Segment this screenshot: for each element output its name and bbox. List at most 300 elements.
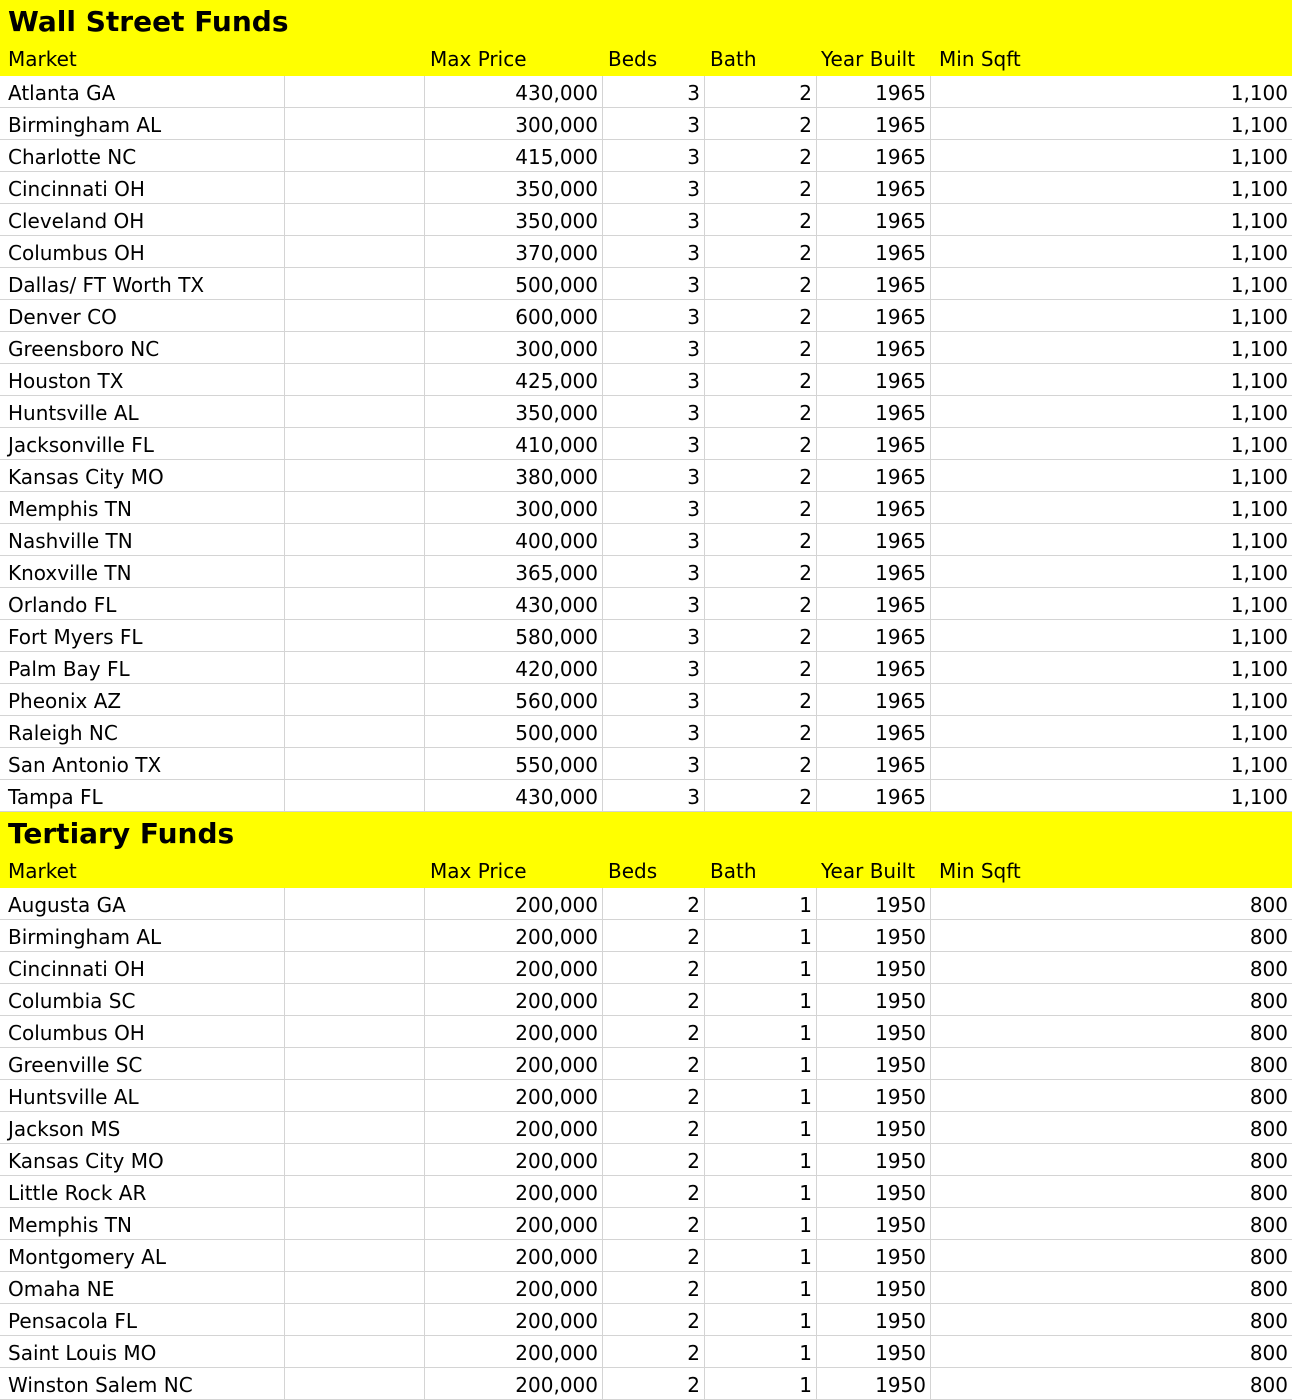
cell-min-sqft[interactable]: 800 bbox=[1249, 1021, 1288, 1045]
cell-year-built[interactable]: 1950 bbox=[817, 1176, 931, 1207]
header-max-price[interactable]: Max Price bbox=[430, 47, 527, 71]
cell-blank[interactable] bbox=[285, 396, 425, 427]
cell-market[interactable]: Augusta GA bbox=[0, 888, 285, 919]
cell-beds[interactable]: 3 bbox=[603, 748, 705, 779]
cell-beds[interactable]: 3 bbox=[603, 492, 705, 523]
cell-blank[interactable] bbox=[285, 1112, 425, 1143]
cell-blank[interactable] bbox=[285, 1240, 425, 1271]
cell-max-price[interactable]: 200,000 bbox=[425, 1176, 603, 1207]
cell-market[interactable]: Greenville SC bbox=[0, 1048, 285, 1079]
cell-year-built[interactable]: 1965 bbox=[817, 364, 931, 395]
cell-min-sqft[interactable]: 1,100 bbox=[1230, 273, 1288, 297]
cell-min-sqft[interactable]: 800 bbox=[1249, 1149, 1288, 1173]
cell-bath[interactable]: 2 bbox=[705, 236, 817, 267]
cell-year-built[interactable]: 1950 bbox=[817, 984, 931, 1015]
cell-bath[interactable]: 2 bbox=[705, 780, 817, 811]
cell-max-price[interactable]: 500,000 bbox=[425, 716, 603, 747]
cell-max-price[interactable]: 550,000 bbox=[425, 748, 603, 779]
cell-market[interactable]: Fort Myers FL bbox=[0, 620, 285, 651]
cell-bath[interactable]: 1 bbox=[705, 888, 817, 919]
cell-blank[interactable] bbox=[285, 556, 425, 587]
cell-min-sqft[interactable]: 1,100 bbox=[1230, 145, 1288, 169]
header-max-price[interactable]: Max Price bbox=[430, 859, 527, 883]
cell-max-price[interactable]: 430,000 bbox=[425, 588, 603, 619]
cell-bath[interactable]: 1 bbox=[705, 1368, 817, 1399]
cell-min-sqft[interactable]: 1,100 bbox=[1230, 657, 1288, 681]
cell-min-sqft[interactable]: 1,100 bbox=[1230, 241, 1288, 265]
cell-max-price[interactable]: 350,000 bbox=[425, 172, 603, 203]
cell-bath[interactable]: 2 bbox=[705, 140, 817, 171]
cell-year-built[interactable]: 1950 bbox=[817, 1304, 931, 1335]
cell-max-price[interactable]: 425,000 bbox=[425, 364, 603, 395]
cell-market[interactable]: Columbus OH bbox=[0, 1016, 285, 1047]
cell-min-sqft[interactable]: 800 bbox=[1249, 1117, 1288, 1141]
cell-max-price[interactable]: 400,000 bbox=[425, 524, 603, 555]
table-row bbox=[0, 1176, 1292, 1208]
cell-min-sqft[interactable]: 1,100 bbox=[1230, 401, 1288, 425]
cell-bath[interactable]: 2 bbox=[705, 300, 817, 331]
cell-min-sqft[interactable]: 800 bbox=[1249, 1309, 1288, 1333]
header-min-sqft[interactable]: Min Sqft bbox=[939, 859, 1021, 883]
cell-beds[interactable]: 3 bbox=[603, 108, 705, 139]
cell-year-built[interactable]: 1950 bbox=[817, 1144, 931, 1175]
cell-year-built[interactable]: 1950 bbox=[817, 1272, 931, 1303]
cell-min-sqft[interactable]: 1,100 bbox=[1230, 305, 1288, 329]
cell-beds[interactable]: 2 bbox=[603, 952, 705, 983]
header-row bbox=[0, 856, 1292, 888]
cell-max-price[interactable]: 430,000 bbox=[425, 76, 603, 107]
table-row bbox=[0, 588, 1292, 620]
cell-blank[interactable] bbox=[285, 1144, 425, 1175]
cell-year-built[interactable]: 1950 bbox=[817, 1112, 931, 1143]
cell-blank[interactable] bbox=[285, 460, 425, 491]
cell-max-price[interactable]: 200,000 bbox=[425, 1112, 603, 1143]
cell-blank[interactable] bbox=[285, 620, 425, 651]
cell-bath[interactable]: 2 bbox=[705, 524, 817, 555]
cell-blank[interactable] bbox=[285, 268, 425, 299]
cell-blank[interactable] bbox=[285, 524, 425, 555]
cell-bath[interactable]: 1 bbox=[705, 1048, 817, 1079]
cell-market[interactable]: Birmingham AL bbox=[0, 920, 285, 951]
cell-market[interactable]: Little Rock AR bbox=[0, 1176, 285, 1207]
cell-year-built[interactable]: 1965 bbox=[817, 460, 931, 491]
cell-market[interactable]: Dallas/ FT Worth TX bbox=[0, 268, 285, 299]
table-row bbox=[0, 780, 1292, 812]
cell-beds[interactable]: 3 bbox=[603, 620, 705, 651]
cell-bath[interactable]: 2 bbox=[705, 396, 817, 427]
cell-beds[interactable]: 2 bbox=[603, 1016, 705, 1047]
cell-min-sqft[interactable]: 1,100 bbox=[1230, 625, 1288, 649]
cell-bath[interactable]: 1 bbox=[705, 1080, 817, 1111]
cell-year-built[interactable]: 1950 bbox=[817, 1208, 931, 1239]
cell-bath[interactable]: 1 bbox=[705, 920, 817, 951]
cell-market[interactable]: Kansas City MO bbox=[0, 1144, 285, 1175]
cell-bath[interactable]: 1 bbox=[705, 1336, 817, 1367]
cell-max-price[interactable]: 200,000 bbox=[425, 1048, 603, 1079]
cell-max-price[interactable]: 500,000 bbox=[425, 268, 603, 299]
cell-year-built[interactable]: 1965 bbox=[817, 140, 931, 171]
cell-bath[interactable]: 2 bbox=[705, 588, 817, 619]
section-1 bbox=[0, 812, 1292, 1400]
cell-market[interactable]: Denver CO bbox=[0, 300, 285, 331]
cell-market[interactable]: Huntsville AL bbox=[0, 1080, 285, 1111]
cell-max-price[interactable]: 370,000 bbox=[425, 236, 603, 267]
cell-year-built[interactable]: 1965 bbox=[817, 748, 931, 779]
cell-bath[interactable]: 2 bbox=[705, 492, 817, 523]
cell-min-sqft[interactable]: 1,100 bbox=[1230, 497, 1288, 521]
cell-max-price[interactable]: 410,000 bbox=[425, 428, 603, 459]
cell-beds[interactable]: 2 bbox=[603, 1080, 705, 1111]
cell-year-built[interactable]: 1965 bbox=[817, 716, 931, 747]
cell-blank[interactable] bbox=[285, 1176, 425, 1207]
cell-min-sqft[interactable]: 800 bbox=[1249, 1053, 1288, 1077]
cell-max-price[interactable]: 200,000 bbox=[425, 1208, 603, 1239]
cell-market[interactable]: Kansas City MO bbox=[0, 460, 285, 491]
cell-bath[interactable]: 1 bbox=[705, 1272, 817, 1303]
cell-min-sqft[interactable]: 1,100 bbox=[1230, 337, 1288, 361]
cell-max-price[interactable]: 350,000 bbox=[425, 204, 603, 235]
cell-min-sqft[interactable]: 800 bbox=[1249, 1373, 1288, 1397]
cell-year-built[interactable]: 1965 bbox=[817, 588, 931, 619]
cell-bath[interactable]: 2 bbox=[705, 332, 817, 363]
cell-max-price[interactable]: 300,000 bbox=[425, 332, 603, 363]
header-blank[interactable] bbox=[285, 856, 425, 887]
cell-max-price[interactable]: 560,000 bbox=[425, 684, 603, 715]
cell-bath[interactable]: 2 bbox=[705, 556, 817, 587]
cell-year-built[interactable]: 1965 bbox=[817, 204, 931, 235]
cell-beds[interactable]: 2 bbox=[603, 888, 705, 919]
cell-blank[interactable] bbox=[285, 172, 425, 203]
cell-year-built[interactable]: 1965 bbox=[817, 172, 931, 203]
cell-market[interactable]: Birmingham AL bbox=[0, 108, 285, 139]
cell-max-price[interactable]: 365,000 bbox=[425, 556, 603, 587]
cell-min-sqft[interactable]: 1,100 bbox=[1230, 209, 1288, 233]
cell-market[interactable]: Cincinnati OH bbox=[0, 952, 285, 983]
cell-market[interactable]: Memphis TN bbox=[0, 492, 285, 523]
cell-bath[interactable]: 1 bbox=[705, 1304, 817, 1335]
cell-year-built[interactable]: 1965 bbox=[817, 780, 931, 811]
cell-max-price[interactable]: 200,000 bbox=[425, 984, 603, 1015]
cell-beds[interactable]: 3 bbox=[603, 268, 705, 299]
cell-blank[interactable] bbox=[285, 300, 425, 331]
table-row bbox=[0, 364, 1292, 396]
cell-year-built[interactable]: 1965 bbox=[817, 268, 931, 299]
cell-market[interactable]: Tampa FL bbox=[0, 780, 285, 811]
cell-bath[interactable]: 1 bbox=[705, 1112, 817, 1143]
table-row bbox=[0, 652, 1292, 684]
cell-max-price[interactable]: 200,000 bbox=[425, 1272, 603, 1303]
cell-beds[interactable]: 2 bbox=[603, 1208, 705, 1239]
cell-max-price[interactable]: 420,000 bbox=[425, 652, 603, 683]
cell-min-sqft[interactable]: 800 bbox=[1249, 1341, 1288, 1365]
cell-min-sqft[interactable]: 1,100 bbox=[1230, 369, 1288, 393]
table-row bbox=[0, 1368, 1292, 1400]
cell-beds[interactable]: 3 bbox=[603, 460, 705, 491]
cell-year-built[interactable]: 1950 bbox=[817, 920, 931, 951]
cell-max-price[interactable]: 430,000 bbox=[425, 780, 603, 811]
cell-max-price[interactable]: 200,000 bbox=[425, 952, 603, 983]
cell-blank[interactable] bbox=[285, 780, 425, 811]
cell-min-sqft[interactable]: 800 bbox=[1249, 1245, 1288, 1269]
cell-year-built[interactable]: 1950 bbox=[817, 1016, 931, 1047]
cell-market[interactable]: Columbus OH bbox=[0, 236, 285, 267]
cell-max-price[interactable]: 200,000 bbox=[425, 920, 603, 951]
cell-beds[interactable]: 3 bbox=[603, 300, 705, 331]
cell-blank[interactable] bbox=[285, 140, 425, 171]
cell-bath[interactable]: 2 bbox=[705, 460, 817, 491]
cell-min-sqft[interactable]: 800 bbox=[1249, 1277, 1288, 1301]
cell-bath[interactable]: 2 bbox=[705, 108, 817, 139]
cell-market[interactable]: Jacksonville FL bbox=[0, 428, 285, 459]
cell-bath[interactable]: 1 bbox=[705, 1016, 817, 1047]
cell-max-price[interactable]: 380,000 bbox=[425, 460, 603, 491]
cell-market[interactable]: Houston TX bbox=[0, 364, 285, 395]
cell-min-sqft[interactable]: 1,100 bbox=[1230, 593, 1288, 617]
cell-max-price[interactable]: 200,000 bbox=[425, 1240, 603, 1271]
cell-market[interactable]: Cincinnati OH bbox=[0, 172, 285, 203]
cell-max-price[interactable]: 200,000 bbox=[425, 1336, 603, 1367]
cell-min-sqft[interactable]: 1,100 bbox=[1230, 177, 1288, 201]
cell-market[interactable]: Montgomery AL bbox=[0, 1240, 285, 1271]
table-row bbox=[0, 684, 1292, 716]
cell-bath[interactable]: 2 bbox=[705, 172, 817, 203]
cell-max-price[interactable]: 580,000 bbox=[425, 620, 603, 651]
cell-year-built[interactable]: 1950 bbox=[817, 1080, 931, 1111]
cell-beds[interactable]: 2 bbox=[603, 1336, 705, 1367]
header-year-built[interactable]: Year Built bbox=[821, 47, 916, 71]
cell-year-built[interactable]: 1965 bbox=[817, 556, 931, 587]
cell-blank[interactable] bbox=[285, 684, 425, 715]
cell-blank[interactable] bbox=[285, 748, 425, 779]
cell-bath[interactable]: 2 bbox=[705, 652, 817, 683]
cell-year-built[interactable]: 1950 bbox=[817, 1048, 931, 1079]
cell-min-sqft[interactable]: 1,100 bbox=[1230, 753, 1288, 777]
header-bath[interactable]: Bath bbox=[710, 859, 757, 883]
cell-market[interactable]: Atlanta GA bbox=[0, 76, 285, 107]
cell-bath[interactable]: 2 bbox=[705, 76, 817, 107]
cell-market[interactable]: Orlando FL bbox=[0, 588, 285, 619]
cell-beds[interactable]: 3 bbox=[603, 332, 705, 363]
cell-bath[interactable]: 2 bbox=[705, 684, 817, 715]
cell-min-sqft[interactable]: 800 bbox=[1249, 1181, 1288, 1205]
cell-beds[interactable]: 3 bbox=[603, 716, 705, 747]
cell-market[interactable]: Knoxville TN bbox=[0, 556, 285, 587]
cell-bath[interactable]: 1 bbox=[705, 952, 817, 983]
header-market[interactable]: Market bbox=[8, 47, 77, 71]
cell-blank[interactable] bbox=[285, 492, 425, 523]
cell-bath[interactable]: 2 bbox=[705, 364, 817, 395]
cell-blank[interactable] bbox=[285, 1080, 425, 1111]
cell-max-price[interactable]: 350,000 bbox=[425, 396, 603, 427]
cell-beds[interactable]: 3 bbox=[603, 204, 705, 235]
cell-max-price[interactable]: 300,000 bbox=[425, 492, 603, 523]
cell-blank[interactable] bbox=[285, 428, 425, 459]
cell-blank[interactable] bbox=[285, 76, 425, 107]
section-title[interactable]: Wall Street Funds bbox=[8, 5, 289, 38]
cell-beds[interactable]: 2 bbox=[603, 1112, 705, 1143]
cell-beds[interactable]: 3 bbox=[603, 140, 705, 171]
cell-blank[interactable] bbox=[285, 952, 425, 983]
cell-beds[interactable]: 3 bbox=[603, 524, 705, 555]
cell-market[interactable]: Saint Louis MO bbox=[0, 1336, 285, 1367]
cell-min-sqft[interactable]: 800 bbox=[1249, 925, 1288, 949]
cell-year-built[interactable]: 1965 bbox=[817, 332, 931, 363]
cell-market[interactable]: Raleigh NC bbox=[0, 716, 285, 747]
cell-beds[interactable]: 2 bbox=[603, 920, 705, 951]
cell-min-sqft[interactable]: 1,100 bbox=[1230, 561, 1288, 585]
cell-market[interactable]: Cleveland OH bbox=[0, 204, 285, 235]
cell-year-built[interactable]: 1950 bbox=[817, 952, 931, 983]
cell-max-price[interactable]: 200,000 bbox=[425, 1080, 603, 1111]
cell-year-built[interactable]: 1950 bbox=[817, 888, 931, 919]
cell-beds[interactable]: 3 bbox=[603, 684, 705, 715]
cell-market[interactable]: Palm Bay FL bbox=[0, 652, 285, 683]
header-min-sqft[interactable]: Min Sqft bbox=[939, 47, 1021, 71]
cell-max-price[interactable]: 200,000 bbox=[425, 1144, 603, 1175]
cell-blank[interactable] bbox=[285, 1208, 425, 1239]
cell-year-built[interactable]: 1965 bbox=[817, 428, 931, 459]
cell-market[interactable]: Omaha NE bbox=[0, 1272, 285, 1303]
cell-market[interactable]: San Antonio TX bbox=[0, 748, 285, 779]
cell-market[interactable]: Memphis TN bbox=[0, 1208, 285, 1239]
cell-market[interactable]: Pheonix AZ bbox=[0, 684, 285, 715]
cell-year-built[interactable]: 1965 bbox=[817, 620, 931, 651]
cell-market[interactable]: Winston Salem NC bbox=[0, 1368, 285, 1399]
header-blank[interactable] bbox=[285, 44, 425, 75]
cell-beds[interactable]: 2 bbox=[603, 984, 705, 1015]
cell-beds[interactable]: 3 bbox=[603, 236, 705, 267]
cell-market[interactable]: Nashville TN bbox=[0, 524, 285, 555]
cell-blank[interactable] bbox=[285, 108, 425, 139]
cell-beds[interactable]: 2 bbox=[603, 1304, 705, 1335]
cell-bath[interactable]: 2 bbox=[705, 620, 817, 651]
cell-beds[interactable]: 2 bbox=[603, 1176, 705, 1207]
cell-year-built[interactable]: 1965 bbox=[817, 300, 931, 331]
cell-blank[interactable] bbox=[285, 716, 425, 747]
table-row bbox=[0, 268, 1292, 300]
cell-blank[interactable] bbox=[285, 364, 425, 395]
cell-blank[interactable] bbox=[285, 1368, 425, 1399]
table-row bbox=[0, 460, 1292, 492]
cell-beds[interactable]: 2 bbox=[603, 1272, 705, 1303]
cell-blank[interactable] bbox=[285, 652, 425, 683]
cell-year-built[interactable]: 1965 bbox=[817, 76, 931, 107]
cell-beds[interactable]: 3 bbox=[603, 76, 705, 107]
cell-max-price[interactable]: 200,000 bbox=[425, 1016, 603, 1047]
header-market[interactable]: Market bbox=[8, 859, 77, 883]
cell-max-price[interactable]: 300,000 bbox=[425, 108, 603, 139]
cell-min-sqft[interactable]: 800 bbox=[1249, 1213, 1288, 1237]
cell-max-price[interactable]: 200,000 bbox=[425, 1304, 603, 1335]
header-beds[interactable]: Beds bbox=[608, 859, 658, 883]
cell-market[interactable]: Pensacola FL bbox=[0, 1304, 285, 1335]
cell-min-sqft[interactable]: 1,100 bbox=[1230, 529, 1288, 553]
header-year-built[interactable]: Year Built bbox=[821, 859, 916, 883]
section-title[interactable]: Tertiary Funds bbox=[8, 817, 235, 850]
cell-bath[interactable]: 1 bbox=[705, 1208, 817, 1239]
cell-min-sqft[interactable]: 1,100 bbox=[1230, 721, 1288, 745]
cell-min-sqft[interactable]: 1,100 bbox=[1230, 785, 1288, 809]
cell-bath[interactable]: 1 bbox=[705, 984, 817, 1015]
cell-market[interactable]: Jackson MS bbox=[0, 1112, 285, 1143]
cell-blank[interactable] bbox=[285, 1048, 425, 1079]
cell-max-price[interactable]: 200,000 bbox=[425, 888, 603, 919]
cell-year-built[interactable]: 1965 bbox=[817, 236, 931, 267]
cell-market[interactable]: Greensboro NC bbox=[0, 332, 285, 363]
cell-year-built[interactable]: 1965 bbox=[817, 652, 931, 683]
cell-beds[interactable]: 2 bbox=[603, 1240, 705, 1271]
cell-max-price[interactable]: 415,000 bbox=[425, 140, 603, 171]
cell-bath[interactable]: 2 bbox=[705, 428, 817, 459]
cell-blank[interactable] bbox=[285, 920, 425, 951]
cell-beds[interactable]: 3 bbox=[603, 396, 705, 427]
cell-beds[interactable]: 2 bbox=[603, 1144, 705, 1175]
cell-year-built[interactable]: 1965 bbox=[817, 108, 931, 139]
cell-market[interactable]: Huntsville AL bbox=[0, 396, 285, 427]
cell-min-sqft[interactable]: 1,100 bbox=[1230, 113, 1288, 137]
cell-min-sqft[interactable]: 1,100 bbox=[1230, 433, 1288, 457]
cell-market[interactable]: Charlotte NC bbox=[0, 140, 285, 171]
cell-min-sqft[interactable]: 1,100 bbox=[1230, 465, 1288, 489]
cell-beds[interactable]: 2 bbox=[603, 1048, 705, 1079]
cell-beds[interactable]: 3 bbox=[603, 428, 705, 459]
cell-min-sqft[interactable]: 800 bbox=[1249, 957, 1288, 981]
cell-bath[interactable]: 2 bbox=[705, 268, 817, 299]
cell-year-built[interactable]: 1965 bbox=[817, 524, 931, 555]
cell-min-sqft[interactable]: 1,100 bbox=[1230, 689, 1288, 713]
cell-blank[interactable] bbox=[285, 888, 425, 919]
cell-blank[interactable] bbox=[285, 204, 425, 235]
cell-year-built[interactable]: 1950 bbox=[817, 1240, 931, 1271]
cell-bath[interactable]: 2 bbox=[705, 716, 817, 747]
cell-min-sqft[interactable]: 800 bbox=[1249, 1085, 1288, 1109]
cell-bath[interactable]: 1 bbox=[705, 1240, 817, 1271]
cell-blank[interactable] bbox=[285, 332, 425, 363]
cell-max-price[interactable]: 600,000 bbox=[425, 300, 603, 331]
cell-bath[interactable]: 1 bbox=[705, 1176, 817, 1207]
cell-blank[interactable] bbox=[285, 236, 425, 267]
cell-year-built[interactable]: 1965 bbox=[817, 396, 931, 427]
cell-year-built[interactable]: 1965 bbox=[817, 492, 931, 523]
cell-year-built[interactable]: 1950 bbox=[817, 1336, 931, 1367]
cell-bath[interactable]: 2 bbox=[705, 204, 817, 235]
cell-blank[interactable] bbox=[285, 1272, 425, 1303]
cell-market[interactable]: Columbia SC bbox=[0, 984, 285, 1015]
cell-min-sqft[interactable]: 1,100 bbox=[1230, 81, 1288, 105]
cell-beds[interactable]: 2 bbox=[603, 1368, 705, 1399]
cell-blank[interactable] bbox=[285, 984, 425, 1015]
header-beds[interactable]: Beds bbox=[608, 47, 658, 71]
cell-blank[interactable] bbox=[285, 1304, 425, 1335]
cell-year-built[interactable]: 1950 bbox=[817, 1368, 931, 1399]
cell-beds[interactable]: 3 bbox=[603, 556, 705, 587]
cell-beds[interactable]: 3 bbox=[603, 780, 705, 811]
cell-bath[interactable]: 1 bbox=[705, 1144, 817, 1175]
cell-min-sqft[interactable]: 800 bbox=[1249, 989, 1288, 1013]
cell-beds[interactable]: 3 bbox=[603, 364, 705, 395]
cell-beds[interactable]: 3 bbox=[603, 172, 705, 203]
cell-blank[interactable] bbox=[285, 588, 425, 619]
header-bath[interactable]: Bath bbox=[710, 47, 757, 71]
cell-year-built[interactable]: 1965 bbox=[817, 684, 931, 715]
cell-beds[interactable]: 3 bbox=[603, 652, 705, 683]
cell-beds[interactable]: 3 bbox=[603, 588, 705, 619]
cell-min-sqft[interactable]: 800 bbox=[1249, 893, 1288, 917]
cell-blank[interactable] bbox=[285, 1336, 425, 1367]
cell-bath[interactable]: 2 bbox=[705, 748, 817, 779]
cell-max-price[interactable]: 200,000 bbox=[425, 1368, 603, 1399]
cell-blank[interactable] bbox=[285, 1016, 425, 1047]
